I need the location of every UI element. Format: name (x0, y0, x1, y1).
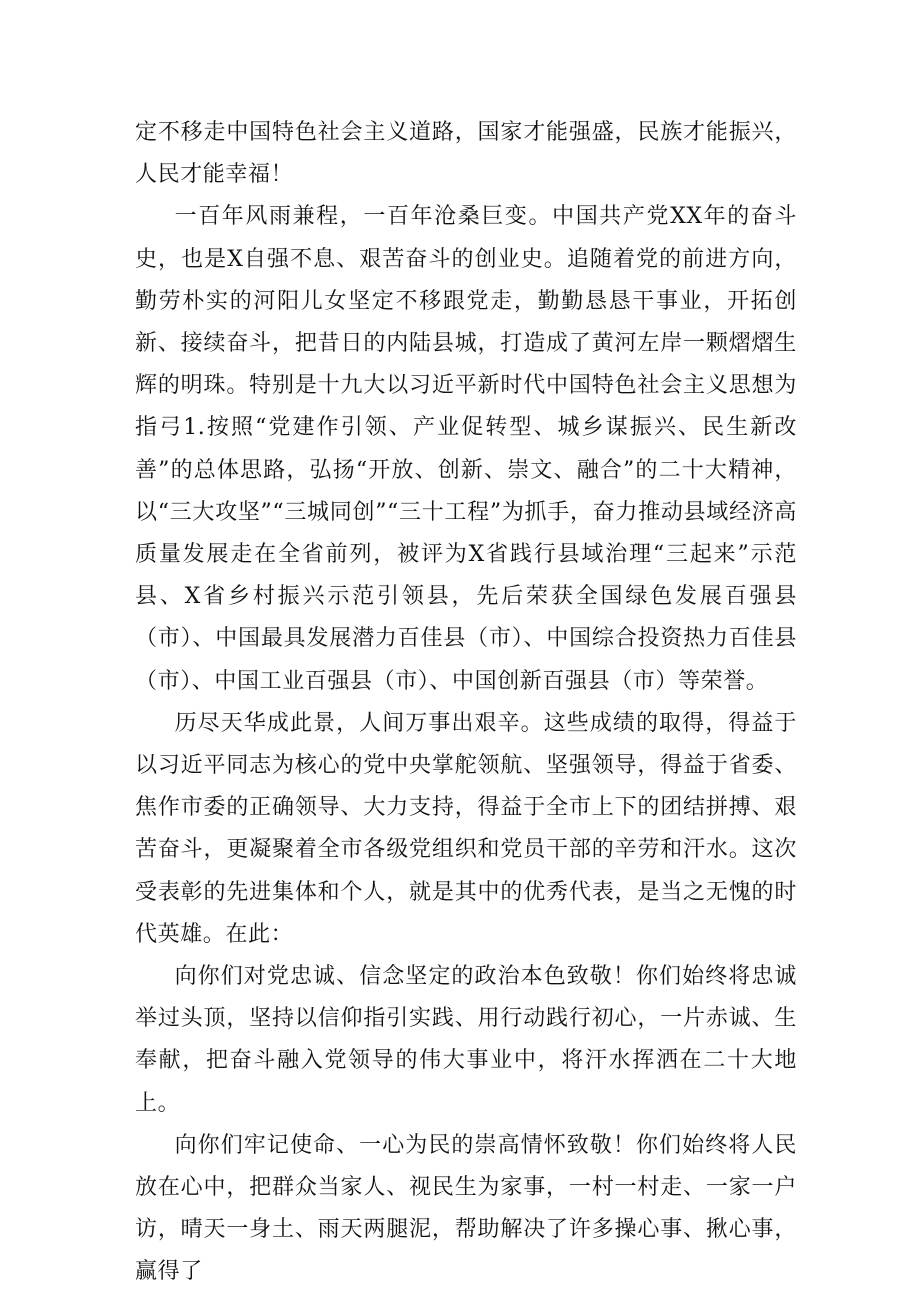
paragraph-achievements: 历尽天华成此景，人间万事出艰辛。这些成绩的取得，得益于以习近平同志为核心的党中央掌舵领航、坚强领导，得益于省委、焦作市委的正确领导、大力支持，得益于全市上下的团结拼搏、艰苦奋斗，更凝聚着全市各级党组织和党员干部的辛劳和汗水。这次受表彰的先进集体和个人，就是其中的优秀代表，是当之无愧的时代英雄。在此： (135, 710, 797, 947)
paragraph-century-journey: 一百年风雨兼程，一百年沧桑巨变。中国共产党XX年的奋斗史，也是X自强不息、艰苦奋斗的创业史。追随着党的前进方向，勤劳朴实的河阳儿女坚定不移跟党走，勤勤恳恳干事业，开拓创新、接续奋斗，把昔日的内陆县城，打造成了黄河左岸一颗熠熠生辉的明珠。特别是十九大以习近平新时代中国特色社会主义思想为指弓1.按照“党建作引领、产业促转型、城乡谋振兴、民生新改善”的总体思路，弘扬“开放、创新、崇文、融合”的二十大精神，以“三大攻坚”“三城同创”“三十工程”为抓手，奋力推动县域经济高质量发展走在全省前列，被评为X省践行县域治理“三起来”示范县、X省乡村振兴示范引领县，先后荣获全国绿色发展百强县（市）、中国最具发展潜力百佳县（市）、中国综合投资热力百佳县（市）、中国工业百强县（市）、中国创新百强县（市）等荣誉。 (135, 204, 797, 694)
paragraph-salute-mission: 向你们牢记使命、一心为民的崇高情怀致敬！你们始终将人民放在心中，把群众当家人、视民生为家事，一村一村走、一家一户访，晴天一身土、雨天两腿泥，帮助解决了许多操心事、揪心事，赢得了 (135, 1132, 797, 1285)
paragraph-salute-loyalty: 向你们对党忠诚、信念坚定的政治本色致敬！你们始终将忠诚举过头顶，坚持以信仰指引实践、用行动践行初心，一片赤诚、生奉献，把奋斗融入党领导的伟大事业中，将汗水挥洒在二十大地上。 (135, 964, 797, 1116)
document-body (135, 112, 797, 1294)
paragraph-continued: 定不移走中国特色社会主义道路，国家才能强盛，民族才能振兴，人民才能幸福！ (135, 120, 797, 188)
